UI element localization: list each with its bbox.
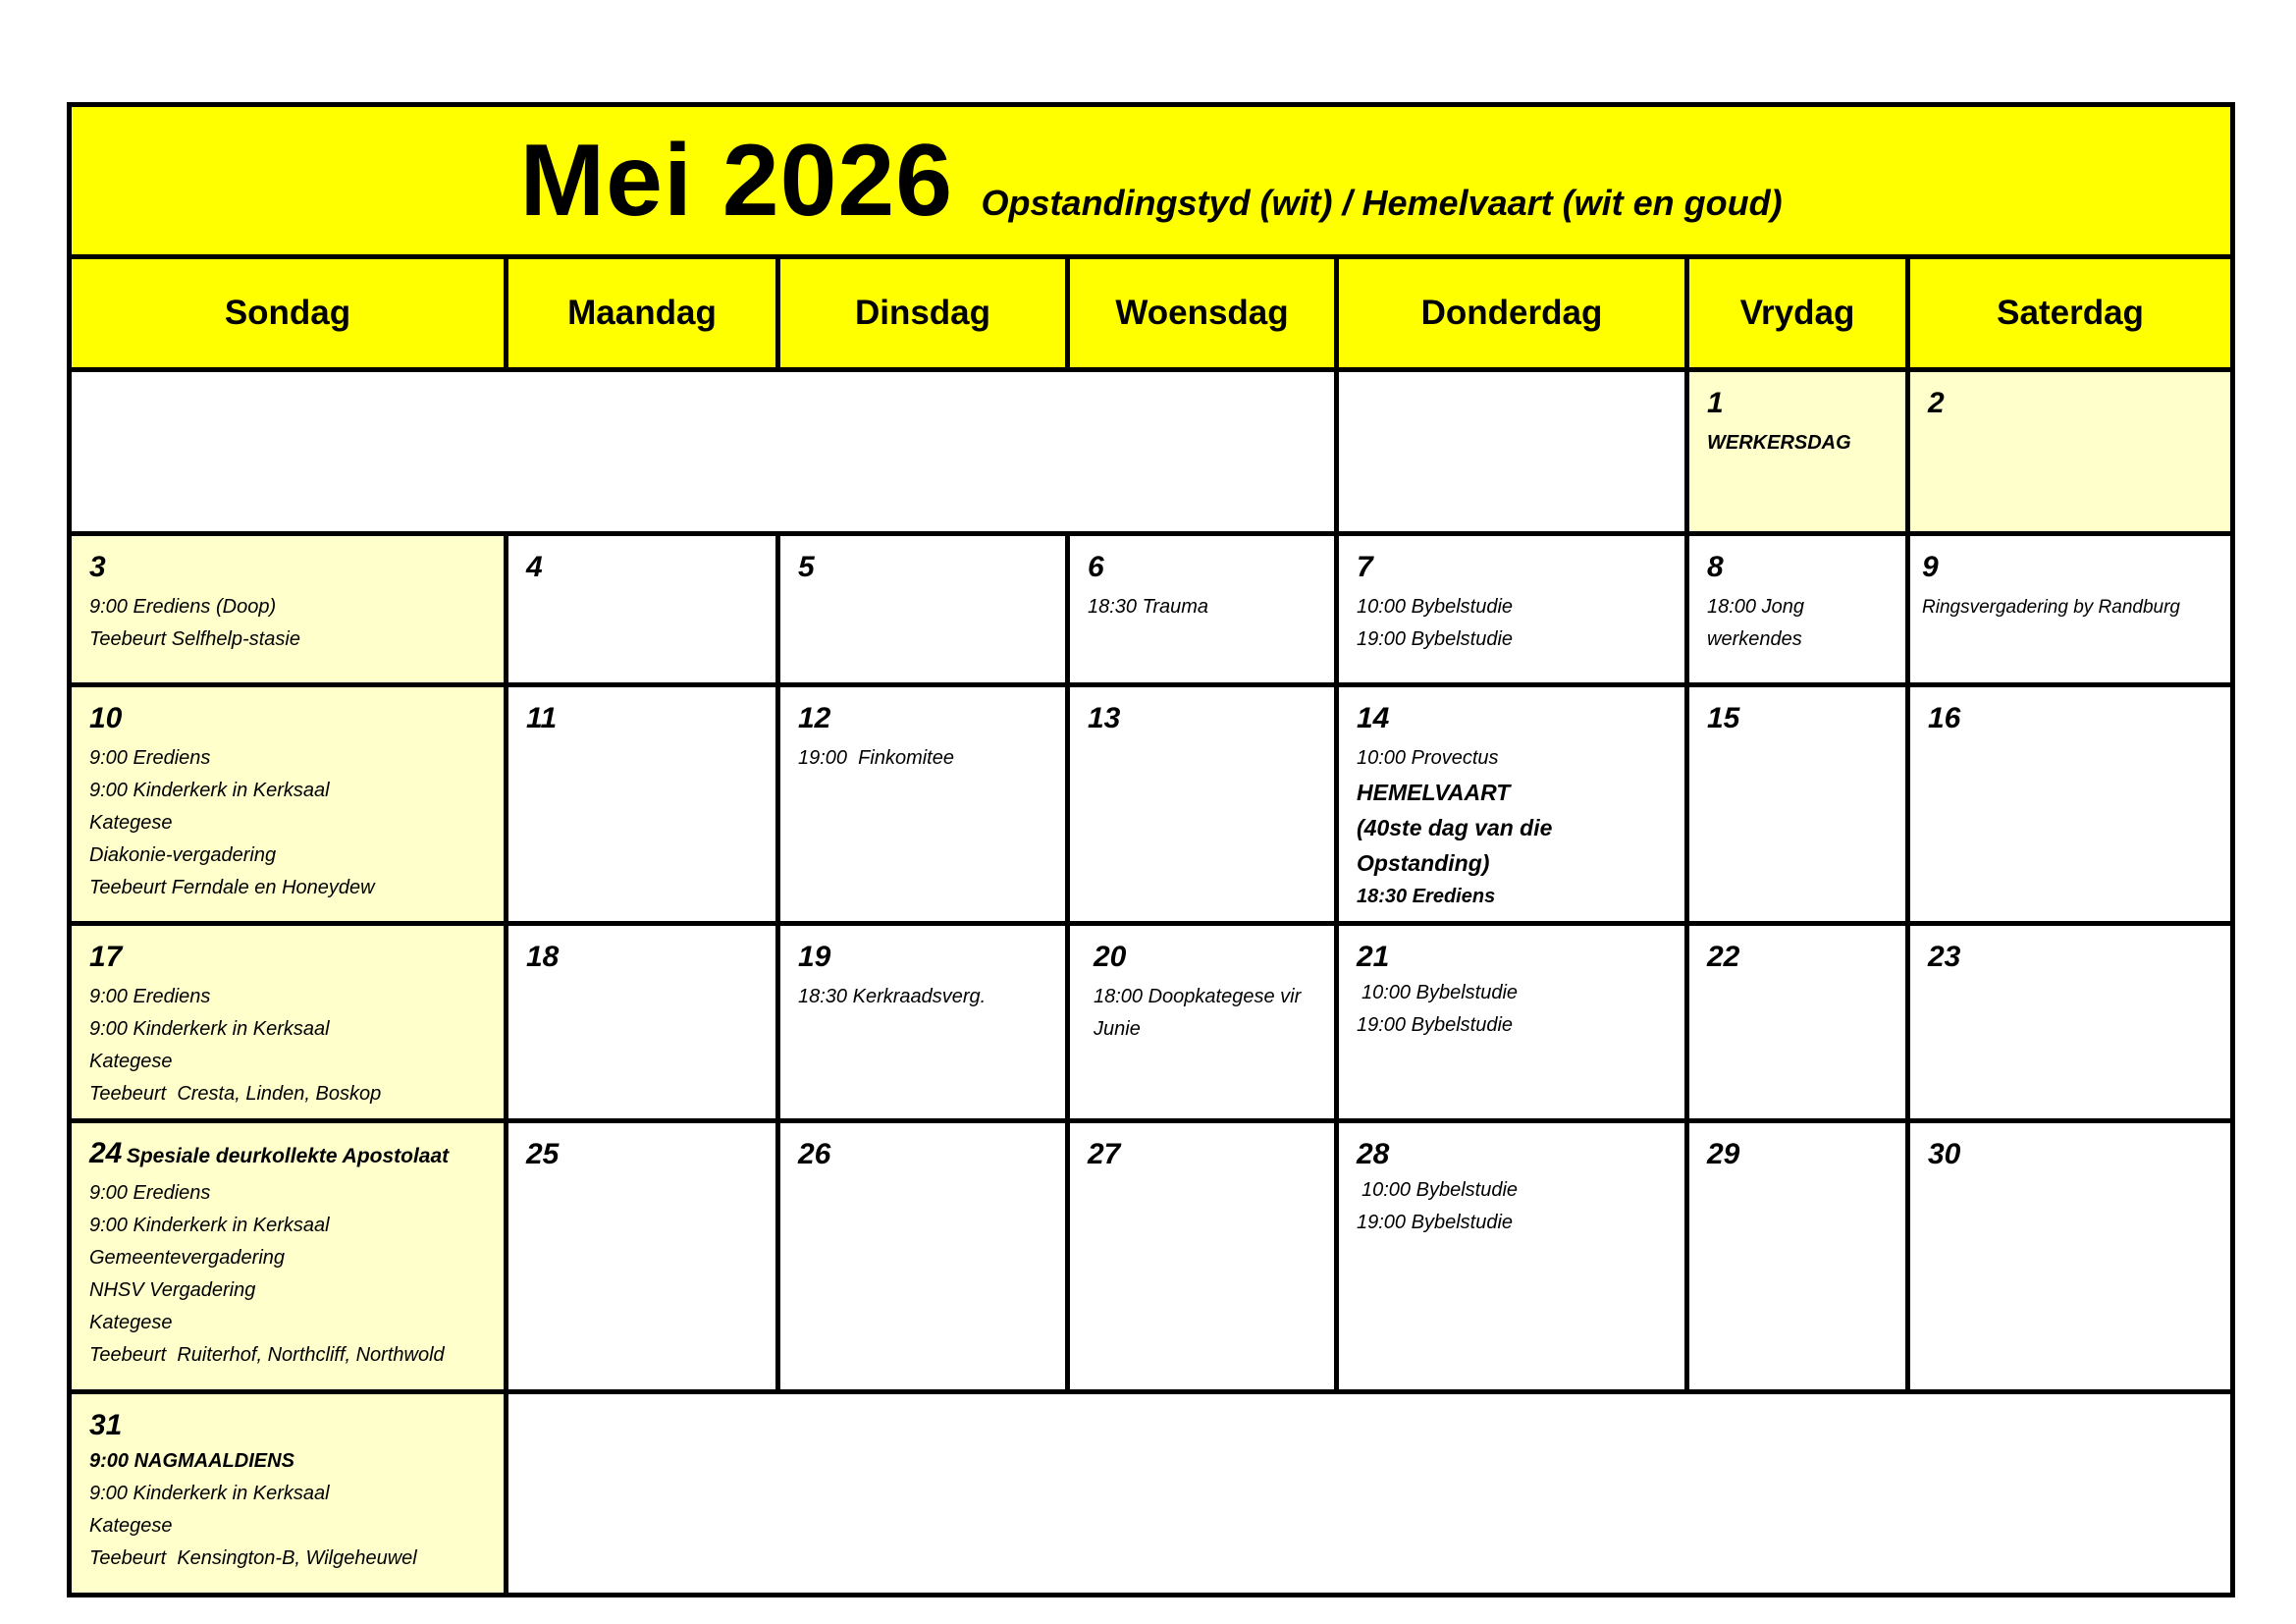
event: 9:00 Kinderkerk in Kerksaal: [89, 1215, 330, 1236]
day-number: 30: [1928, 1138, 1961, 1170]
event: 10:00 Provectus: [1357, 747, 1499, 769]
day-number: 21: [1357, 941, 1390, 973]
empty-cell: [70, 370, 1337, 534]
day-number: 22: [1707, 941, 1740, 973]
day-cell-16: [1908, 685, 2233, 924]
week-row: [70, 534, 2233, 685]
event: (40ste dag van die Opstanding): [1357, 815, 1553, 876]
day-cell-15: [1687, 685, 1908, 924]
event: 18:30 Erediens: [1357, 886, 1496, 907]
day-number: 13: [1088, 702, 1121, 734]
event-hemelvaart: HEMELVAART: [1357, 780, 1511, 805]
day-note: Spesiale deurkollekte Apostolaat: [126, 1145, 450, 1167]
day-number: 23: [1928, 941, 1961, 973]
day-cell-28: [1337, 1121, 1687, 1392]
event: 10:00 Bybelstudie: [1362, 982, 1519, 1003]
day-number: 8: [1707, 551, 1724, 583]
day-number: 4: [526, 551, 543, 583]
day-cell-13: [1068, 685, 1337, 924]
day-cell-2: [1908, 370, 2233, 534]
day-number: 12: [798, 702, 831, 734]
calendar-table: [67, 102, 2235, 1597]
day-number: 18: [526, 941, 560, 973]
event: 19:00 Bybelstudie: [1357, 628, 1514, 650]
day-number: 11: [526, 702, 558, 734]
calendar-title-bar: [70, 105, 2233, 257]
event: 18:30 Kerkraadsverg.: [798, 986, 987, 1007]
event: 9:00 Kinderkerk in Kerksaal: [89, 780, 330, 801]
day-cell-30: [1908, 1121, 2233, 1392]
day-number: 6: [1088, 551, 1104, 583]
weekday-header-row: [70, 257, 2233, 370]
day-number: 14: [1357, 702, 1390, 734]
event: NHSV Vergadering: [89, 1279, 256, 1301]
day-cell-25: [507, 1121, 778, 1392]
day-cell-8: [1687, 534, 1908, 685]
day-cell-1: [1687, 370, 1908, 534]
event: 9:00 Kinderkerk in Kerksaal: [89, 1018, 330, 1040]
day-number: 27: [1088, 1138, 1121, 1170]
day-cell-17: [70, 924, 507, 1121]
event: Kategese: [89, 812, 173, 834]
weekday-maandag: Maandag: [507, 257, 778, 370]
day-cell-3: [70, 534, 507, 685]
day-cell-12: [778, 685, 1068, 924]
event: Gemeentevergadering: [89, 1247, 286, 1269]
day-number: 2: [1928, 387, 1945, 419]
day-number: 3: [89, 551, 106, 583]
day-number: 17: [89, 941, 123, 973]
event: 9:00 Erediens: [89, 747, 211, 769]
event: Teebeurt Kensington-B, Wilgeheuwel: [89, 1547, 417, 1569]
week-row: [70, 924, 2233, 1121]
day-cell-24: [70, 1121, 507, 1392]
day-cell-29: [1687, 1121, 1908, 1392]
week-row: [70, 370, 2233, 534]
event: 18:00 Jong werkendes: [1707, 596, 1804, 650]
event: 19:00 Bybelstudie: [1357, 1212, 1514, 1233]
event: 19:00 Finkomitee: [798, 747, 954, 769]
event: Teebeurt Ferndale en Honeydew: [89, 877, 375, 898]
week-row: [70, 1121, 2233, 1392]
day-cell-6: [1068, 534, 1337, 685]
day-number: 26: [798, 1138, 831, 1170]
weekday-donderdag: Donderdag: [1337, 257, 1687, 370]
event: 10:00 Bybelstudie: [1362, 1179, 1519, 1201]
event: 18:30 Trauma: [1088, 596, 1209, 618]
event: 10:00 Bybelstudie: [1357, 596, 1514, 618]
day-cell-4: [507, 534, 778, 685]
day-number: 31: [89, 1409, 123, 1441]
day-cell-18: [507, 924, 778, 1121]
empty-cell: [1337, 370, 1687, 534]
weekday-dinsdag: Dinsdag: [778, 257, 1068, 370]
day-cell-14: [1337, 685, 1687, 924]
day-cell-19: [778, 924, 1068, 1121]
day-cell-9: [1908, 534, 2233, 685]
event: WERKERSDAG: [1707, 432, 1851, 454]
day-number: 15: [1707, 702, 1740, 734]
weekday-vrydag: Vrydag: [1687, 257, 1908, 370]
day-number: 24: [89, 1137, 123, 1169]
day-number: 9: [1922, 551, 1939, 583]
weekday-sondag: Sondag: [70, 257, 507, 370]
event: 18:00 Doopkategese vir Junie: [1094, 986, 1302, 1040]
day-number: 20: [1094, 941, 1127, 973]
event: Ringsvergadering by Randburg: [1922, 597, 2180, 618]
day-cell-22: [1687, 924, 1908, 1121]
day-cell-23: [1908, 924, 2233, 1121]
event: Kategese: [89, 1312, 173, 1333]
week-row: [70, 685, 2233, 924]
event: Teebeurt Selfhelp-stasie: [89, 628, 300, 650]
event: Kategese: [89, 1051, 173, 1072]
event: 9:00 Erediens: [89, 986, 211, 1007]
day-cell-7: [1337, 534, 1687, 685]
season-subtitle: Opstandingstyd (wit) / Hemelvaart (wit en goud): [981, 182, 1783, 223]
event: Teebeurt Ruiterhof, Northcliff, Northwold: [89, 1344, 445, 1366]
day-number: 1: [1707, 387, 1724, 419]
day-number: 16: [1928, 702, 1961, 734]
day-cell-26: [778, 1121, 1068, 1392]
day-cell-21: [1337, 924, 1687, 1121]
day-number: 5: [798, 551, 815, 583]
day-number: 29: [1707, 1138, 1740, 1170]
event-nagmaal: 9:00 NAGMAALDIENS: [89, 1450, 294, 1472]
day-cell-27: [1068, 1121, 1337, 1392]
day-number: 10: [89, 702, 123, 734]
day-number: 7: [1357, 551, 1373, 583]
day-cell-31: [70, 1392, 507, 1596]
event: Kategese: [89, 1515, 173, 1537]
day-cell-10: [70, 685, 507, 924]
event: 9:00 Erediens (Doop): [89, 596, 277, 618]
day-cell-20: [1068, 924, 1337, 1121]
event: 9:00 Kinderkerk in Kerksaal: [89, 1483, 330, 1504]
empty-cell: [507, 1392, 2233, 1596]
day-number: 28: [1357, 1138, 1390, 1170]
weekday-woensdag: Woensdag: [1068, 257, 1337, 370]
day-cell-11: [507, 685, 778, 924]
event: Teebeurt Cresta, Linden, Boskop: [89, 1083, 382, 1105]
week-row: [70, 1392, 2233, 1596]
event: 9:00 Erediens: [89, 1182, 211, 1204]
day-number: 25: [526, 1138, 560, 1170]
event: 19:00 Bybelstudie: [1357, 1014, 1514, 1036]
month-title: Mei 2026: [519, 123, 954, 238]
day-number: 19: [798, 941, 831, 973]
weekday-saterdag: Saterdag: [1908, 257, 2233, 370]
event: Diakonie-vergadering: [89, 844, 277, 866]
day-cell-5: [778, 534, 1068, 685]
